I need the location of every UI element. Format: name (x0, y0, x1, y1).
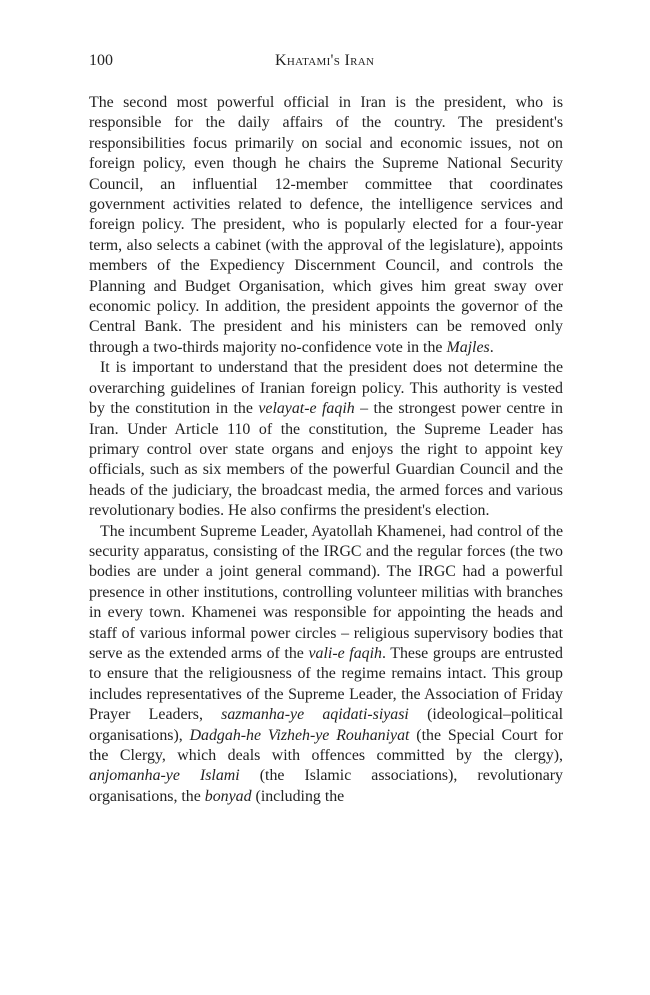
text-segment: (the Islamic associations), revolutionary organisations, the (89, 767, 564, 805)
paragraph-3 (89, 522, 563, 808)
page-header (89, 52, 563, 74)
paragraph-2 (89, 358, 563, 521)
italic-term-anjomanha: anjomanha-ye Islami (89, 767, 240, 785)
text-segment: (including the (251, 787, 345, 805)
text-segment: . (489, 338, 494, 356)
text-segment: – the strongest power centre in Iran. Under Article 110 of the constitution, the Supreme Leader has primary control over state organs and enjoys the right to appoint key officials, such as six members of the powerful Guardian Council and the heads of the judiciary, the broadcast media, the armed forces and various revolutionary bodies. He also confirms the president's election. (89, 400, 563, 520)
italic-term-bonyad: bonyad (204, 787, 252, 805)
italic-term-dadgah: Dadgah-he Vizheh-ye Rouhaniyat (189, 726, 410, 744)
paragraph-1 (89, 93, 563, 358)
running-head: Khatami's Iran (275, 52, 375, 69)
text-segment: It is important to understand that the president does not determine the overarching guidelines of Iranian foreign policy. This authority is vested by the constitution in the (89, 359, 563, 418)
body-text (89, 93, 563, 807)
text-segment: The incumbent Supreme Leader, Ayatollah Khamenei, had control of the security apparatus, consisting of the IRGC and the regular forces (the two bodies are under a joint general command). The IRGC had a powerful presence in other institutions, controlling volunteer militias with branches in every town. Khamenei was responsible for appointing the heads and staff of various informal power circles – religious supervisory bodies that serve as the extended arms of the (89, 522, 563, 662)
text-segment: (the Special Court for the Clergy, which deals with offences committed by the clergy), (89, 726, 564, 764)
italic-term-sazmanha: sazmanha-ye aqidati-siyasi (221, 706, 409, 724)
text-segment: The second most powerful official in Iran is the president, who is responsible for the daily affairs of the country. The president's responsibilities focus primarily on social and economic issues, not on foreign policy, even though he chairs the Supreme National Security Council, an influential 12-member committee that coordinates government activities related to defence, the intelligence services and foreign policy. The president, who is popularly elected for a four-year term, also selects a cabinet (with the approval of the legislature), appoints members of the Expediency Discernment Council, and controls the Planning and Budget Organisation, which gives him great sway over economic policy. In addition, the president appoints the governor of the Central Bank. The president and his ministers can be removed only through a two-thirds majority no-confidence vote in the (89, 94, 563, 356)
page-number: 100 (89, 52, 113, 69)
text-segment: . These groups are entrusted to ensure that the religiousness of the regime remains intact. This group includes representatives of the Supreme Leader, the Association of Friday Prayer Leaders, (89, 644, 563, 724)
text-segment: (ideological–political organisations), (89, 706, 563, 744)
italic-term-velayat-e-faqih: velayat-e faqih (258, 400, 355, 418)
italic-term-majles: Majles (446, 338, 490, 356)
italic-term-vali-e-faqih: vali-e faqih (308, 644, 382, 662)
